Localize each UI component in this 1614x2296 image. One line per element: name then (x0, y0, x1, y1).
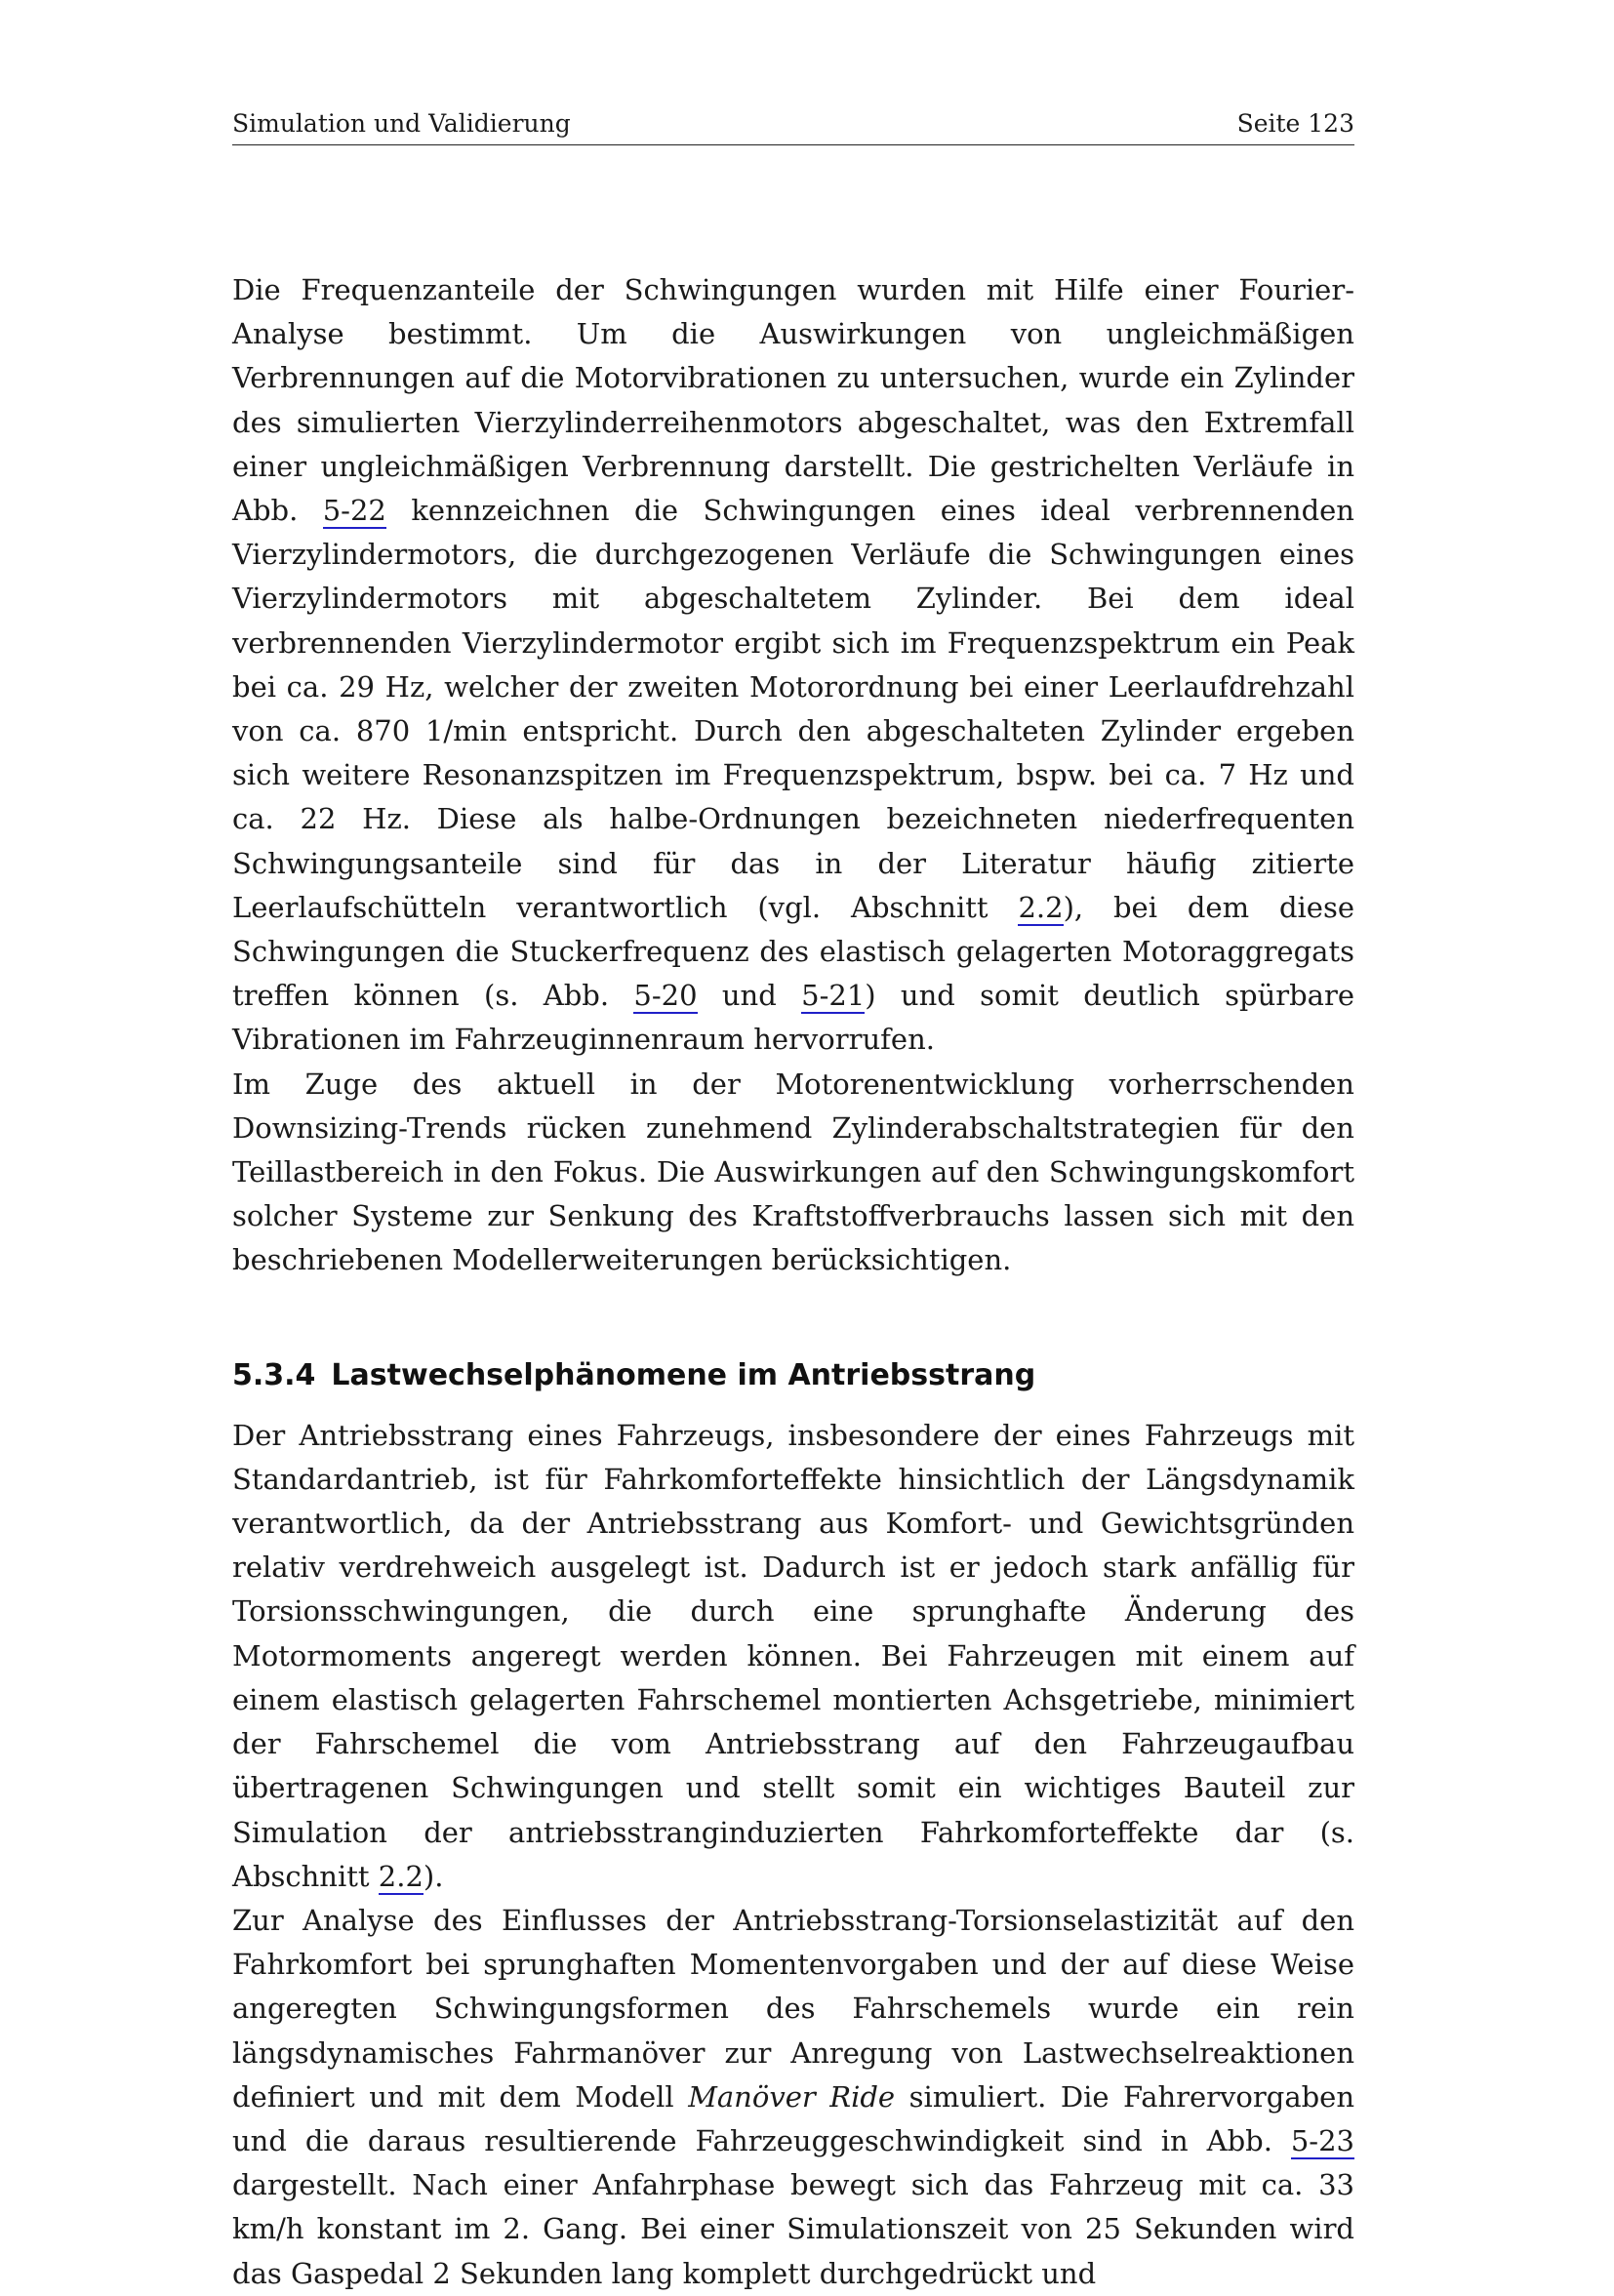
paragraph-frequency-analysis: Die Frequenzanteile der Schwingungen wurden mit Hilfe einer Fourier-Analyse bestimmt. Um die Auswirkungen von ungleichmäßigen Verbrennungen auf die Motorvibrationen zu untersuchen, wurde ein Zylinder des simulierten Vierzylinderreihenmotors abgeschaltet, was den Extremfall einer ungleichmäßigen Verbrennung darstellt. Die gestrichelten Verläufe in Abb. 5-22 kennzeichnen die Schwingungen eines ideal verbrennenden Vierzylindermotors, die durchgezogenen Verläufe die Schwingungen eines Vierzylindermotors mit abgeschaltetem Zylinder. Bei dem ideal verbrennenden Vierzylindermotor ergibt sich im Frequenzspektrum ein Peak bei ca. 29 Hz, welcher der zweiten Motorordnung bei einer Leerlaufdrehzahl von ca. 870 1/min entspricht. Durch den abgeschalteten Zylinder ergeben sich weitere Resonanzspitzen im Frequenzspektrum, bspw. bei ca. 7 Hz und ca. 22 Hz. Diese als halbe-Ordnungen bezeichneten niederfrequenten Schwingungsanteile sind für das in der Literatur häufig zitierte Leerlaufschütteln verantwortlich (vgl. Abschnitt 2.2), bei dem diese Schwingungen die Stuckerfrequenz des elastisch gelagerten Motoraggregats treffen können (s. Abb. 5-20 und 5-21) und somit deutlich spürbare Vibrationen im Fahrzeuginnenraum hervorrufen. (232, 273, 1354, 1057)
document-page (232, 109, 1354, 2296)
page-number: Seite 123 (1236, 109, 1354, 138)
running-header (232, 109, 1354, 145)
section-title: Lastwechselphänomene im Antriebsstrang (331, 1357, 1036, 1392)
figure-ref-5-21[interactable]: 5-21 (801, 979, 866, 1013)
section-text (232, 1414, 1354, 2296)
paragraph-maneuver: Zur Analyse des Einflusses der Antriebsstrang-Torsionselastizität auf den Fahrkomfort bei sprunghaften Momentenvorgaben und der auf diese Weise angeregten Schwingungsformen des Fahrschemels wurde ein rein längsdynamisches Fahrmanöver zur Anregung von Lastwechselreaktionen definiert und mit dem Modell Manöver Ride simuliert. Die Fahrervorgaben und die daraus resultierende Fahrzeuggeschwindigkeit sind in Abb. 5-23 dargestellt. Nach einer Anfahrphase bewegt sich das Fahrzeug mit ca. 33 km/h konstant im 2. Gang. Bei einer Simulationszeit von 25 Sekunden wird das Gaspedal 2 Sekunden lang komplett durchgedrückt und (232, 1903, 1355, 2290)
chapter-title: Simulation und Validierung (232, 109, 571, 138)
paragraph-downsizing: Im Zuge des aktuell in der Motorenentwicklung vorherrschenden Downsizing-Trends rücken zunehmend Zylinderabschaltstrategien für den Teillastbereich in den Fokus. Die Auswirkungen auf den Schwingungskomfort solcher Systeme zur Senkung des Kraftstoffverbrauchs lassen sich mit den beschriebenen Modellerweiterungen berücksichtigen. (232, 1067, 1354, 1277)
main-text (232, 268, 1354, 1283)
model-name: Manöver Ride (688, 2079, 896, 2114)
section-number: 5.3.4 (232, 1357, 316, 1392)
figure-ref-5-20[interactable]: 5-20 (633, 979, 698, 1013)
section-heading (232, 1357, 1354, 1394)
figure-ref-5-22[interactable]: 5-22 (322, 494, 386, 528)
section-ref-2-2-second[interactable]: 2.2 (378, 1859, 424, 1893)
figure-ref-5-23[interactable]: 5-23 (1290, 2123, 1354, 2157)
section-ref-2-2[interactable]: 2.2 (1018, 890, 1064, 924)
paragraph-drivetrain: Der Antriebsstrang eines Fahrzeugs, insbesondere der eines Fahrzeugs mit Standardantrieb, ist für Fahrkomforteffekte hinsichtlich der Längsdynamik verantwortlich, da der Antriebsstrang aus Komfort- und Gewichtsgründen relativ verdrehweich ausgelegt ist. Dadurch ist er jedoch stark anfällig für Torsionsschwingungen, die durch eine sprunghafte Änderung des Motormoments angeregt werden können. Bei Fahrzeugen mit einem auf einem elastisch gelagerten Fahrschemel montierten Achsgetriebe, minimiert der Fahrschemel die vom Antriebsstrang auf den Fahrzeugaufbau übertragenen Schwingungen und stellt somit ein wichtiges Bauteil zur Simulation der antriebsstranginduzierten Fahrkomforteffekte dar (s. Abschnitt 2.2). (232, 1418, 1354, 1893)
